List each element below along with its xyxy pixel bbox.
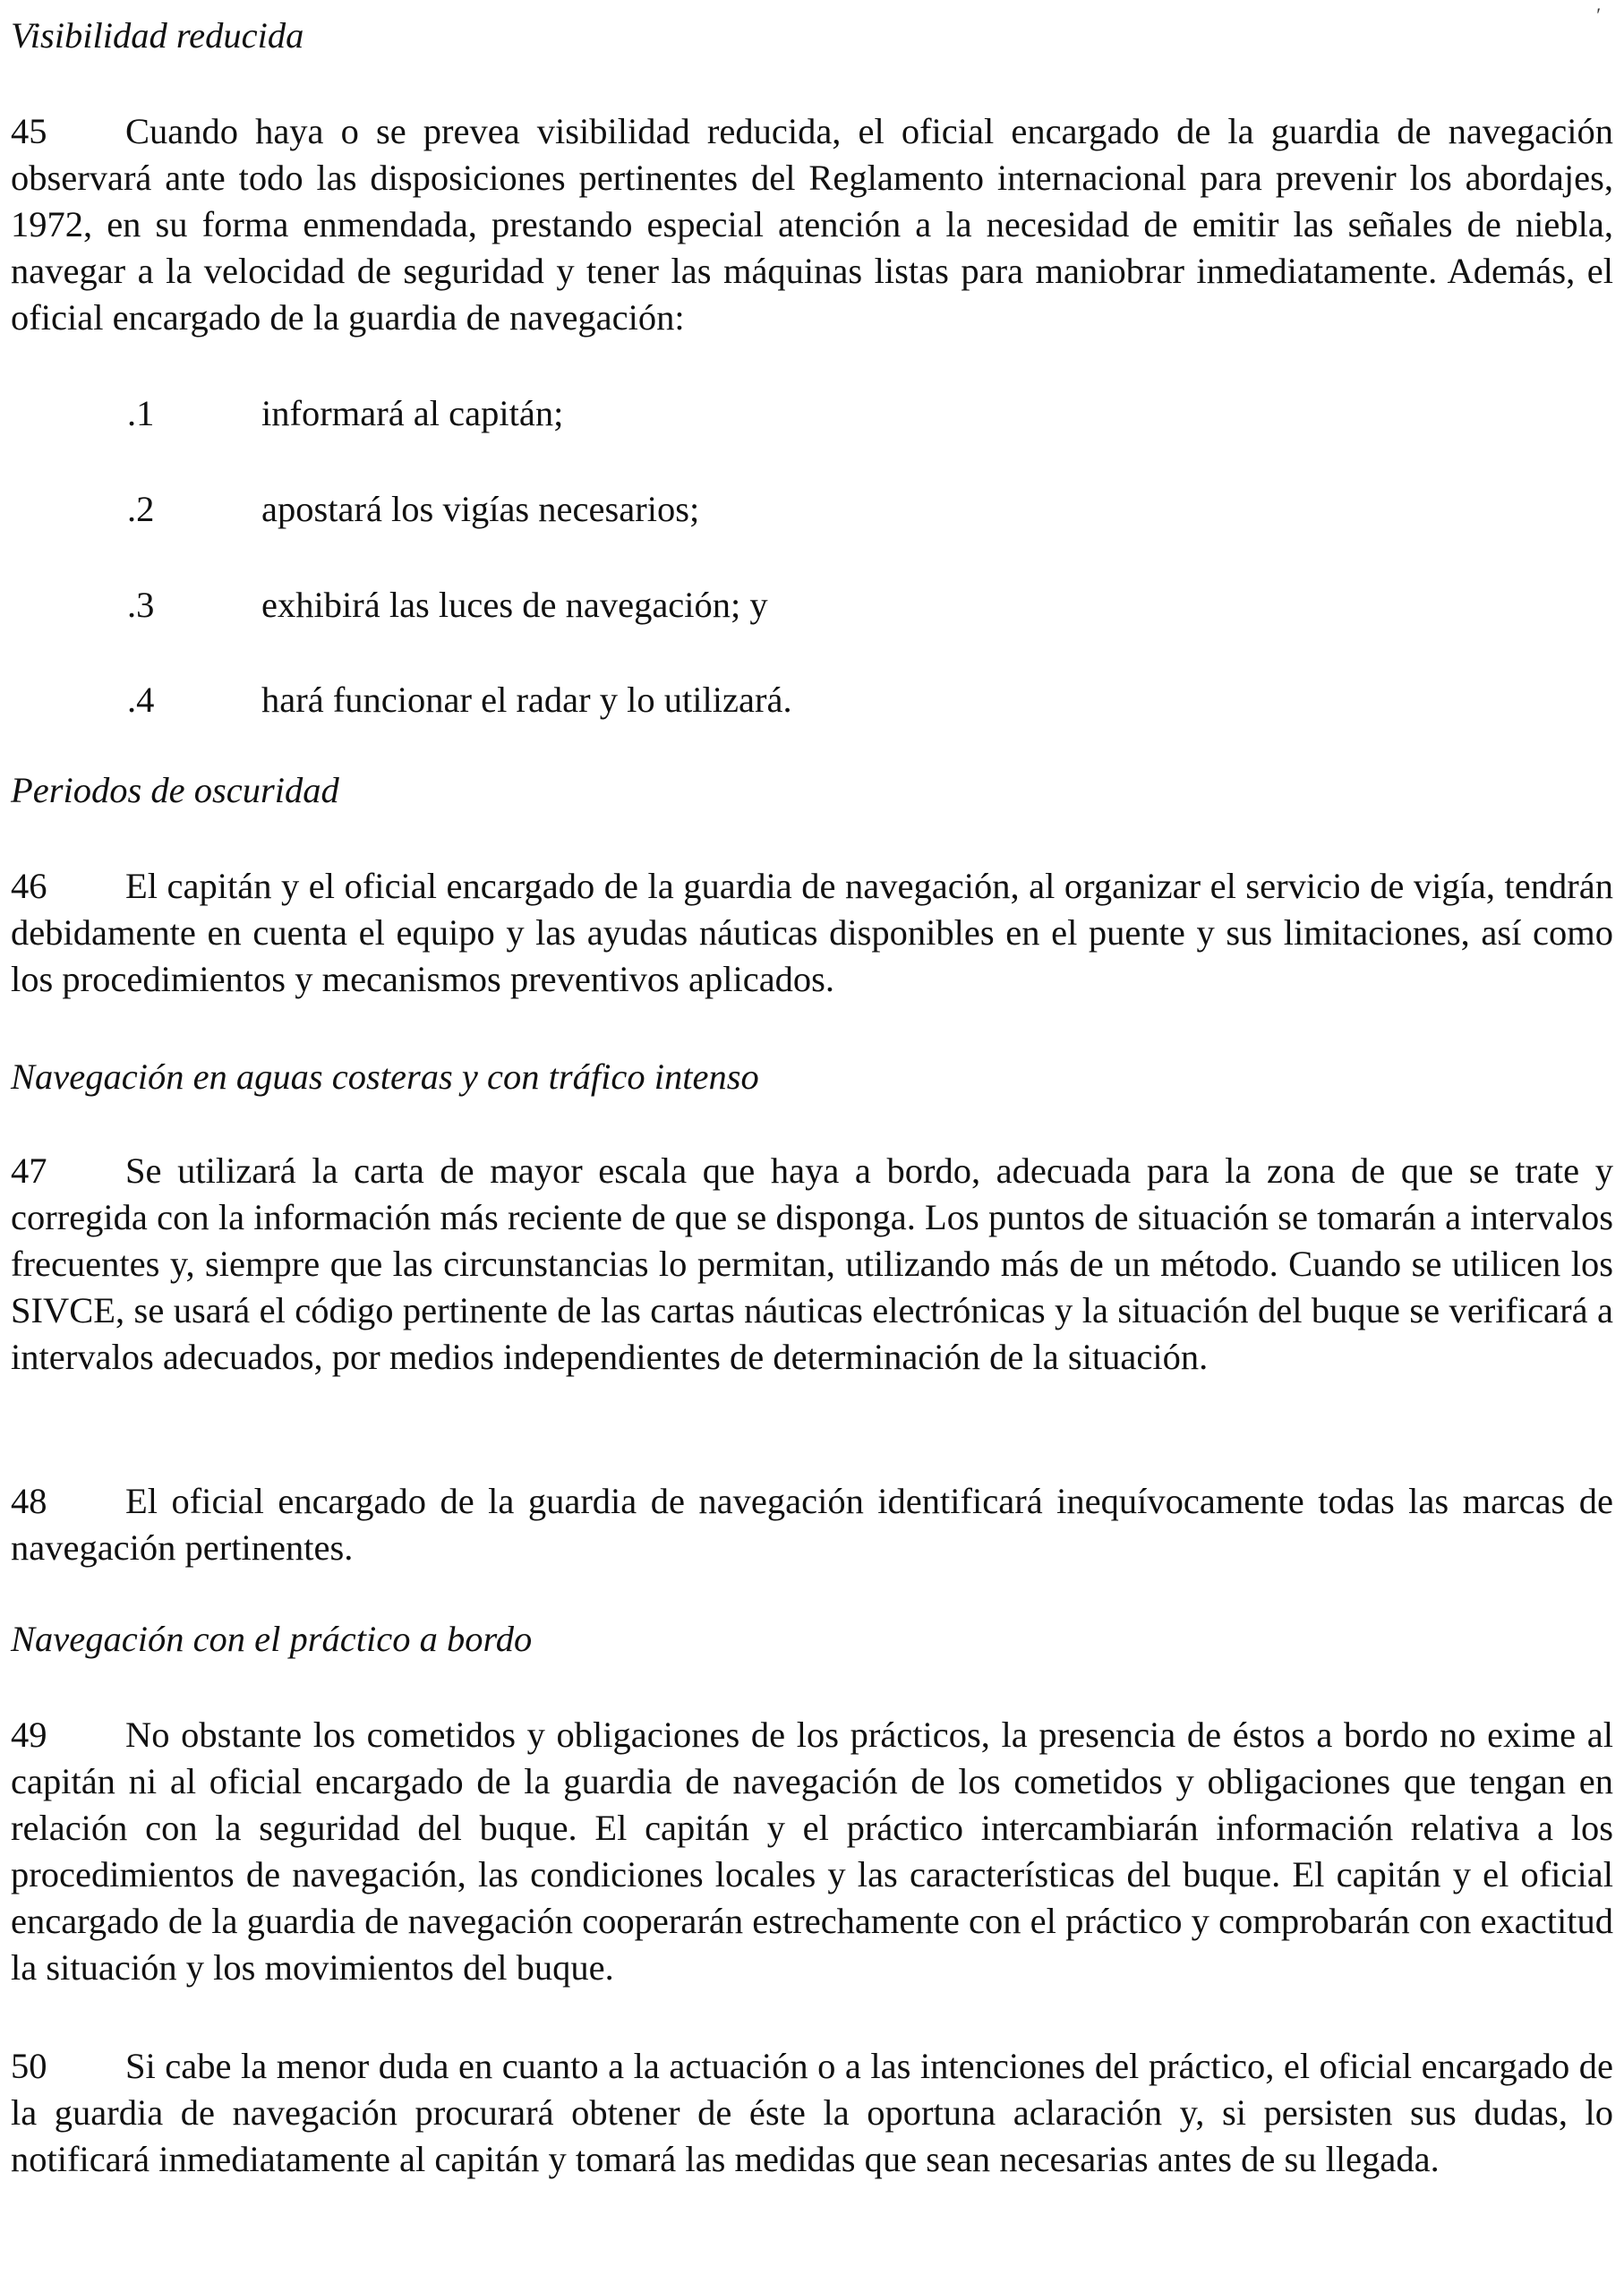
list-item	[127, 390, 563, 437]
section-heading: Navegación con el práctico a bordo	[11, 1619, 533, 1659]
paragraph-50	[11, 2043, 1613, 2183]
list-item-text: informará al capitán;	[261, 393, 564, 433]
scan-mark: ′	[1596, 4, 1601, 26]
list-item-number: .4	[127, 680, 155, 720]
list-item-text: hará funcionar el radar y lo utilizará.	[261, 680, 792, 720]
paragraph-number: 50	[11, 2046, 47, 2086]
paragraph-text: Se utilizará la carta de mayor escala que haya a bordo, adecuada para la zona de que se trate y corregida con la información más reciente de que se disponga. Los puntos de situación se tomarán a intervalos frecuentes y, siempre que las circunstancias lo permitan, utilizando más de un método. Cuando se utilicen los SIVCE, se usará el código pertinente de las cartas náuticas electrónicas y la situación del buque se verificará a intervalos adecuados, por medios independientes de determinación de la situación.	[11, 1150, 1613, 1377]
paragraph-number: 48	[11, 1481, 47, 1521]
list-item-number: .2	[127, 489, 155, 529]
paragraph-text: El capitán y el oficial encargado de la guardia de navegación, al organizar el servicio de vigía, tendrán debidamente en cuenta el equipo y las ayudas náuticas disponibles en el puente y sus limitaciones, así como los procedimientos y mecanismos preventivos aplicados.	[11, 866, 1613, 999]
paragraph-text: Cuando haya o se prevea visibilidad reducida, el oficial encargado de la guardia de navegación observará ante todo las disposiciones pertinentes del Reglamento internacional para prevenir los abordajes, 1972, en su forma enmendada, prestando especial atención a la necesidad de emitir las señales de niebla, navegar a la velocidad de seguridad y tener las máquinas listas para maniobrar inmediatamente. Además, el oficial encargado de la guardia de navegación:	[11, 111, 1613, 338]
list-item	[127, 677, 792, 723]
paragraph-45	[11, 108, 1613, 341]
list-item-number: .1	[127, 393, 155, 433]
paragraph-number: 46	[11, 866, 47, 906]
paragraph-text: No obstante los cometidos y obligaciones de los prácticos, la presencia de éstos a bordo no exime al capitán ni al oficial encargado de la guardia de navegación de los cometidos y obligaciones que tengan en relación con la seguridad del buque. El capitán y el práctico intercambiarán información relativa a los procedimientos de navegación, las condiciones locales y las características del buque. El capitán y el oficial encargado de la guardia de navegación cooperarán estrechamente con el práctico y comprobarán con exactitud la situación y los movimientos del buque.	[11, 1715, 1613, 1988]
paragraph-text: El oficial encargado de la guardia de navegación identificará inequívocamente todas las marcas de navegación pertinentes.	[11, 1481, 1613, 1568]
paragraph-number: 45	[11, 111, 47, 151]
list-item	[127, 582, 768, 629]
section-heading: Periodos de oscuridad	[11, 770, 339, 810]
paragraph-number: 47	[11, 1150, 47, 1191]
section-heading: Visibilidad reducida	[11, 15, 304, 56]
list-item-text: apostará los vigías necesarios;	[261, 489, 700, 529]
paragraph-text: Si cabe la menor duda en cuanto a la actuación o a las intenciones del práctico, el oficial encargado de la guardia de navegación procurará obtener de éste la oportuna aclaración y, si persisten sus dudas, lo notificará inmediatamente al capitán y tomará las medidas que sean necesarias antes de su llegada.	[11, 2046, 1613, 2179]
list-item-text: exhibirá las luces de navegación; y	[261, 585, 768, 625]
paragraph-49	[11, 1712, 1613, 1991]
paragraph-number: 49	[11, 1715, 47, 1755]
paragraph-47	[11, 1148, 1613, 1381]
list-item-number: .3	[127, 585, 155, 625]
paragraph-46	[11, 863, 1613, 1003]
paragraph-48	[11, 1478, 1613, 1571]
section-heading: Navegación en aguas costeras y con tráfico intenso	[11, 1056, 759, 1097]
list-item	[127, 486, 699, 533]
